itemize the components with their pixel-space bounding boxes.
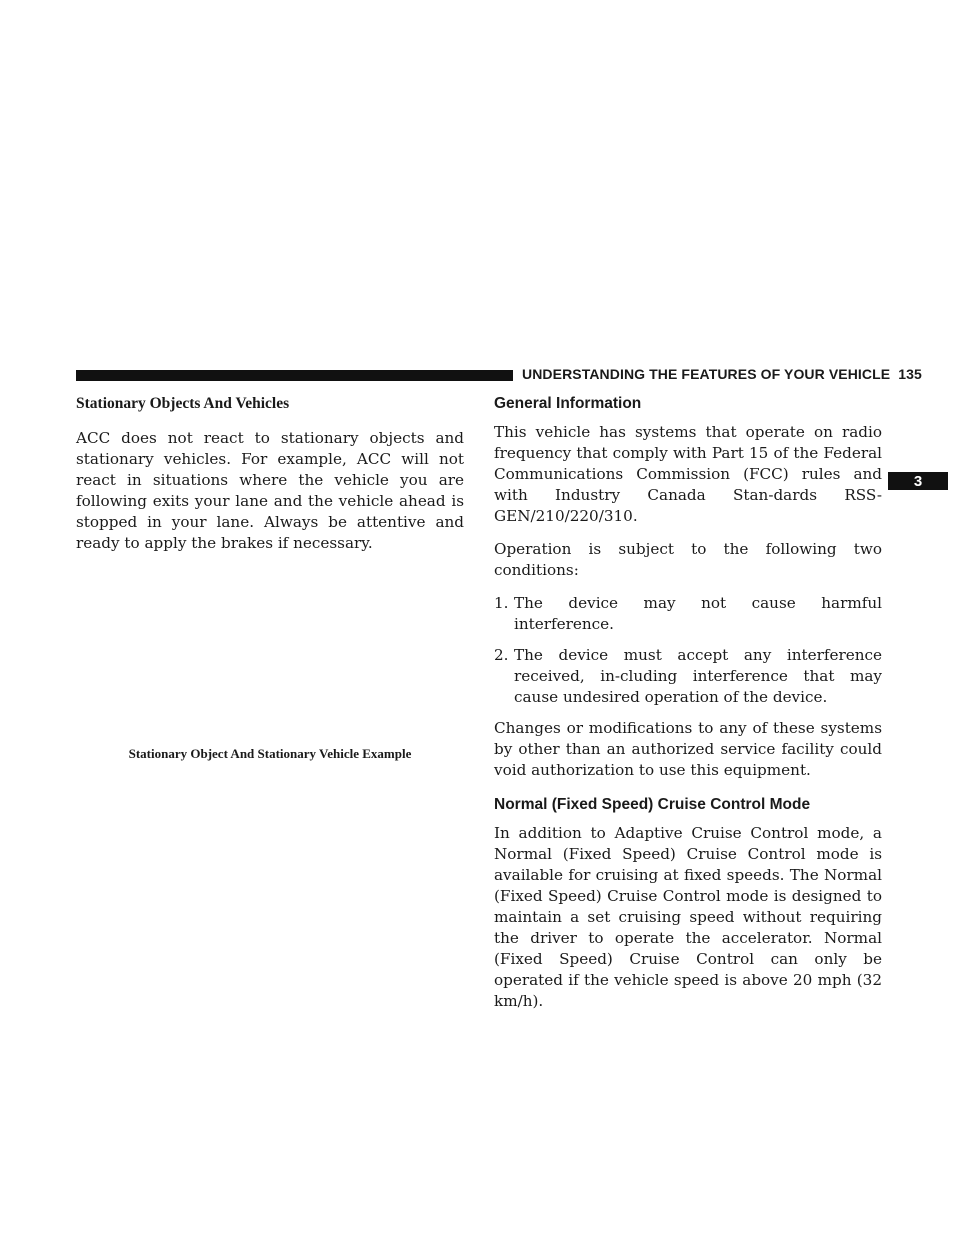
list-item: [494, 645, 882, 708]
right-column: [494, 394, 882, 1024]
modifications-paragraph: Changes or modifications to any of these systems by other than an authorized service facility could void authorization to use this equipment.: [494, 719, 882, 779]
list-text: The device may not cause harmful interference.: [514, 594, 882, 633]
chapter-tab: 3: [888, 472, 948, 490]
stationary-objects-paragraph: ACC does not react to stationary objects and stationary vehicles. For example, ACC will not react in situations where the vehicle you are following exits your lane and the vehicle ahead is stopped in your lane. Always be attentive and ready to apply the brakes if necessary.: [76, 429, 464, 552]
list-item: [494, 593, 882, 635]
page-number: 135: [898, 366, 922, 382]
figure-caption: Stationary Object And Stationary Vehicle Example: [128, 746, 412, 761]
running-header-title: UNDERSTANDING THE FEATURES OF YOUR VEHICLE: [522, 366, 891, 382]
list-text: The device must accept any interference received, in-cluding interference that may cause undesired operation of the device.: [514, 646, 882, 706]
normal-cruise-control-paragraph: In addition to Adaptive Cruise Control mode, a Normal (Fixed Speed) Cruise Control mode is available for cruising at fixed speeds. The Normal (Fixed Speed) Cruise Control mode is designed to maintain a set cruising speed without requiring the driver to operate the accelerator. Normal (Fixed Speed) Cruise Control can only be operated if the vehicle speed is above 20 mph (32 km/h).: [494, 824, 882, 1010]
list-number: 2.: [494, 646, 509, 664]
general-information-paragraph: This vehicle has systems that operate on radio frequency that comply with Part 15 of the Federal Communications Commission (FCC) rules and with Industry Canada Stan-dards RSS- GEN/210/220/310.: [494, 423, 882, 525]
conditions-intro: Operation is subject to the following two conditions:: [494, 540, 882, 579]
section-heading-normal-cruise-control: Normal (Fixed Speed) Cruise Control Mode: [494, 796, 811, 813]
section-heading-general-information: General Information: [494, 395, 642, 412]
list-number: 1.: [494, 594, 509, 612]
running-header: [522, 366, 922, 382]
section-heading-stationary-objects: Stationary Objects And Vehicles: [76, 395, 290, 412]
figure-area: [76, 540, 464, 740]
header-rule: [76, 370, 513, 381]
